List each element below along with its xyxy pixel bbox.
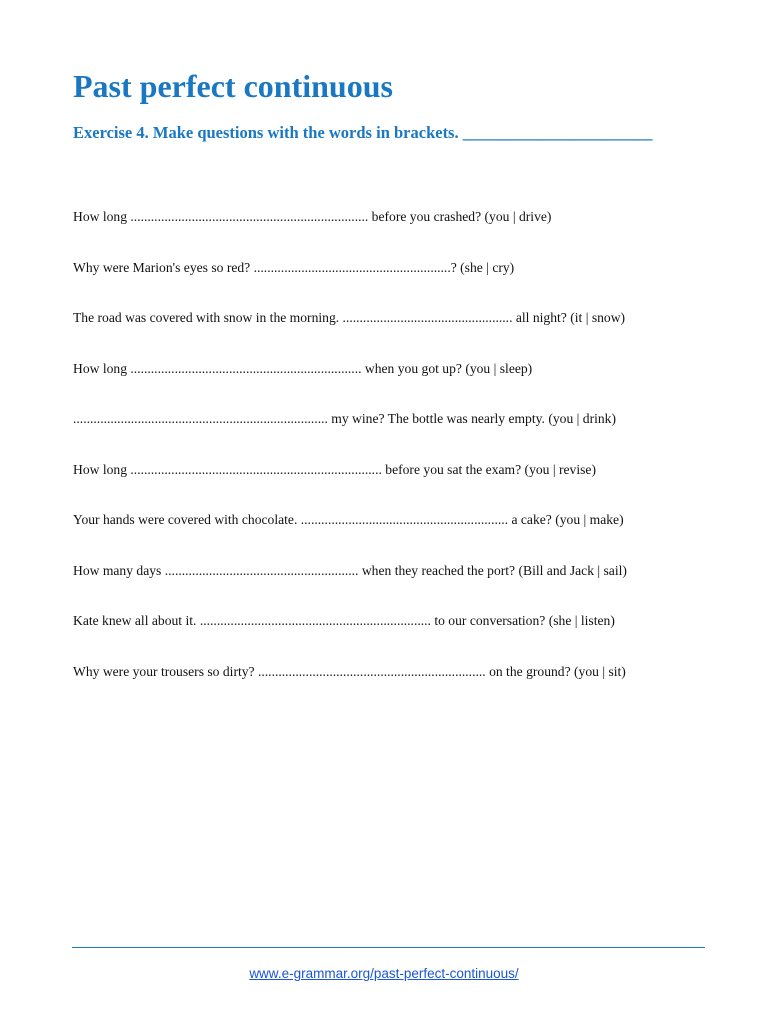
question-item-2: Why were Marion's eyes so red? ..........................................................? (she | cry) bbox=[73, 259, 515, 275]
exercise-instructions: Exercise 4. Make questions with the words in brackets. _______________________ bbox=[73, 123, 653, 142]
question-item-9: Kate knew all about it. .................................................................... to our conversation? (she | listen) bbox=[73, 613, 615, 628]
question-item-7: Your hands were covered with chocolate. ............................................................. a cake? (you | make) bbox=[73, 512, 624, 527]
footer-link[interactable]: www.e-grammar.org/past-perfect-continuous/ bbox=[249, 966, 519, 981]
question-item-5: ........................................................................... my wine? The bottle was nearly empty. (you | drink) bbox=[73, 411, 616, 426]
question-item-1: How long ...................................................................... before you crashed? (you | drive) bbox=[73, 209, 552, 224]
question-item-6: How long .......................................................................... before you sat the exam? (you | revise) bbox=[73, 461, 596, 477]
question-list bbox=[73, 207, 723, 712]
question-item-4: How long .................................................................... when you got up? (you | sleep) bbox=[73, 360, 533, 376]
question-item-3: The road was covered with snow in the morning. .................................................. all night? (it | snow) bbox=[73, 310, 626, 325]
question-item-10: Why were your trousers so dirty? ................................................................... on the ground? (you | sit) bbox=[73, 663, 626, 679]
page-title: Past perfect continuous bbox=[73, 68, 393, 104]
question-item-8: How many days ......................................................... when they reached the port? (Bill and Jack | sail) bbox=[73, 562, 627, 578]
footer-divider bbox=[72, 947, 705, 948]
